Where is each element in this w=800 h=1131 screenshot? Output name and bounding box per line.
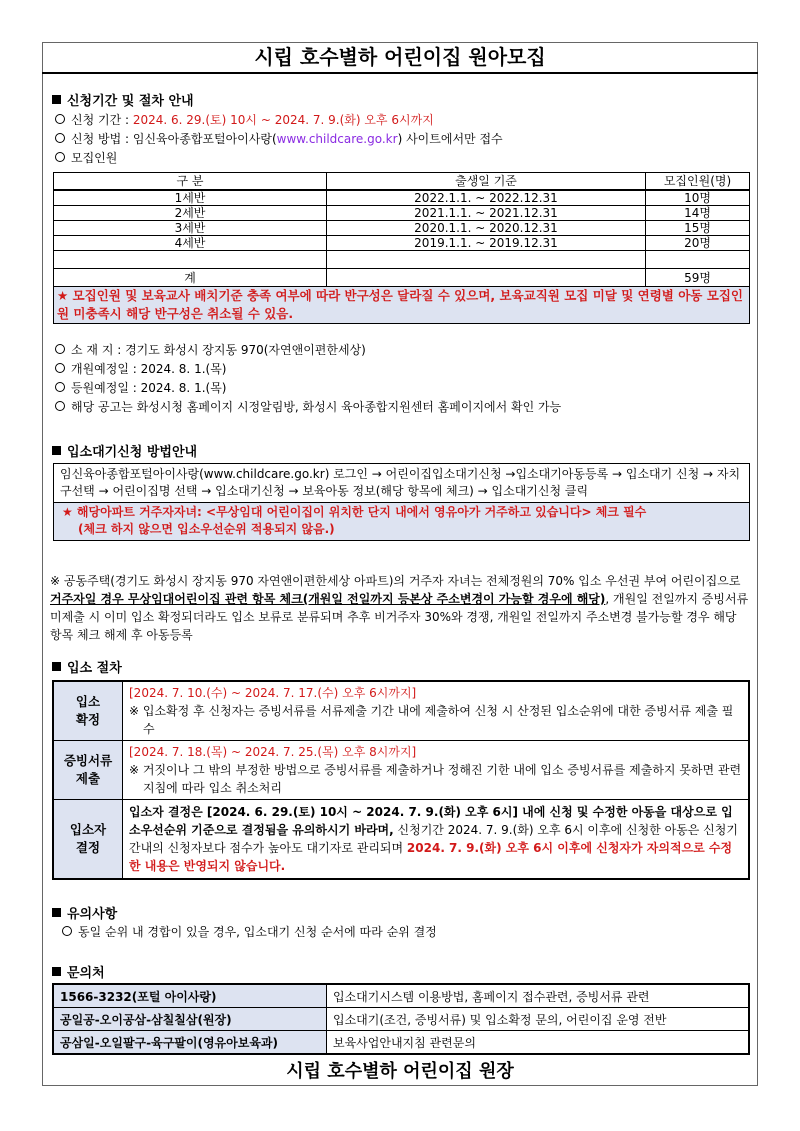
childcare-link[interactable]: www.childcare.go.kr	[276, 132, 398, 146]
square-bullet-icon	[52, 95, 61, 104]
housing-priority-note: ※ 공동주택(경기도 화성시 장지동 970 자연앤이편한세상 아파트)의 거주자 자녀는 전체정원의 70% 입소 우선권 부여 어린이집으로 거주자일 경우 무상임대어린이집 관련 항목 체크(개원일 전일까지 등본상 주소변경이 가능할 경우에 해당), 개원일 전일까지 증빙서류 미제출 시 이미 입소 확정되더라도 입소 보류로 분류되며 추후 비거주자 30%와 경쟁, 개원일 전일까지 주소변경 불가능할 경우 해당 항목 체크 해제 후 아동등록	[50, 574, 749, 642]
apartment-notice: ★ 해당아파트 거주자자녀: <무상임대 어린이집이 위치한 단지 내에서 영유아가 거주하고 있습니다> 체크 필수 (체크 하지 않으면 입소우선순위 적용되지 않음.)	[54, 502, 749, 540]
table-row: 증빙서류 제출 [2024. 7. 18.(목) ~ 2024. 7. 25.(목) 오후 8시까지] ※ 거짓이나 그 밖의 부정한 방법으로 증빙서류를 제출하거나 정해진 기한 내에 입소 증빙서류를 제출하지 못하면 관련 지침에 따라 입소 취소처리	[53, 741, 749, 800]
table-row: 입소자 결정 입소자 결정은 [2024. 6. 29.(토) 10시 ~ 2024. 7. 9.(화) 오후 6시] 내에 신청 및 수정한 아동을 대상으로 입소우선순위 기준으로 결정됨을 유의하시기 바라며, 신청기간 2024. 7. 9.(화) 오후 6시 이후에 신청한 아동은 신청기간내의 신청자보다 점수가 높아도 대기자로 관리되며 2024. 7. 9.(화) 오후 6시 이후에 신청자가 자의적으로 수정한 내용은 반영되지 않습니다.	[53, 800, 749, 880]
square-bullet-icon	[52, 967, 61, 976]
info-line-attend-date: 등원예정일 : 2024. 8. 1.(목)	[55, 379, 226, 396]
circle-bullet-icon	[55, 363, 65, 373]
section-heading-contact: 문의처	[52, 962, 105, 981]
section-heading-procedure: 입소 절차	[52, 657, 122, 676]
table-row: 공삼일-오일팔구-육구팔이(영유아보육과) 보육사업안내지침 관련문의	[53, 1031, 749, 1055]
info-line-address: 소 재 지 : 경기도 화성시 장지동 970(자연앤이편한세상)	[55, 341, 366, 358]
section-heading-waitlist: 입소대기신청 방법안내	[52, 441, 197, 460]
circle-bullet-icon	[55, 133, 65, 143]
section-heading-schedule: 신청기간 및 절차 안내	[52, 90, 194, 109]
info-line-notice: 해당 공고는 화성시청 홈페이지 시정알림방, 화성시 육아종합지원센터 홈페이지에서 확인 가능	[55, 398, 561, 415]
procedure-table	[52, 680, 750, 880]
method-line: 신청 방법 : 임신육아종합포털아이사랑(www.childcare.go.kr) 사이트에서만 접수	[55, 130, 503, 147]
table-row: 3세반 2020.1.1. ~ 2020.12.31 15명	[54, 221, 750, 236]
contact-table	[52, 983, 750, 1055]
table-total-row: 계 59명	[54, 269, 750, 287]
waitlist-steps-box	[53, 463, 750, 541]
recruit-table	[53, 172, 750, 324]
circle-bullet-icon	[55, 401, 65, 411]
caution-line: 동일 순위 내 경합이 있을 경우, 입소대기 신청 순서에 따라 순위 결정	[62, 923, 437, 940]
page-title: 시립 호수별하 어린이집 원아모집	[42, 42, 758, 74]
table-note-row	[54, 287, 750, 324]
footer-signature: 시립 호수별하 어린이집 원장	[286, 1061, 514, 1082]
period-value: 2024. 6. 29.(토) 10시 ~ 2024. 7. 9.(화) 오후 6시까지	[132, 113, 434, 127]
table-header-row: 구 분 출생일 기준 모집인원(명)	[54, 173, 750, 191]
square-bullet-icon	[52, 662, 61, 671]
table-row: 입소 확정 [2024. 7. 10.(수) ~ 2024. 7. 17.(수) 오후 6시까지] ※ 입소확정 후 신청자는 증빙서류를 서류제출 기간 내에 제출하여 신청 시 산정된 입소순위에 대한 증빙서류 제출 필수	[53, 681, 749, 741]
recruit-note: ★ 모집인원 및 보육교사 배치기준 충족 여부에 따라 반구성은 달라질 수 있으며, 보육교직원 모집 미달 및 연령별 아동 모집인원 미충족시 해당 반구성은 취소될 수 있음.	[54, 287, 750, 324]
table-row: 공일공-오이공삼-삼칠칠삼(원장) 입소대기(조건, 증빙서류) 및 입소확정 문의, 어린이집 운영 전반	[53, 1008, 749, 1031]
table-row: 1566-3232(포털 아이사랑) 입소대기시스템 이용방법, 홈페이지 접수관련, 증빙서류 관련	[53, 984, 749, 1008]
circle-bullet-icon	[55, 152, 65, 162]
table-row: 2세반 2021.1.1. ~ 2021.12.31 14명	[54, 206, 750, 221]
square-bullet-icon	[52, 446, 61, 455]
info-line-open-date: 개원예정일 : 2024. 8. 1.(목)	[55, 360, 226, 377]
table-row: 4세반 2019.1.1. ~ 2019.12.31 20명	[54, 236, 750, 251]
table-row: 1세반 2022.1.1. ~ 2022.12.31 10명	[54, 190, 750, 206]
circle-bullet-icon	[55, 382, 65, 392]
circle-bullet-icon	[55, 114, 65, 124]
period-line: 신청 기간 : 2024. 6. 29.(토) 10시 ~ 2024. 7. 9.(화) 오후 6시까지	[55, 111, 434, 128]
circle-bullet-icon	[62, 926, 72, 936]
table-row-empty	[54, 251, 750, 269]
circle-bullet-icon	[55, 344, 65, 354]
recruit-line: 모집인원	[55, 149, 117, 166]
square-bullet-icon	[52, 908, 61, 917]
waitlist-steps: 임신육아종합포털아이사랑(www.childcare.go.kr) 로그인 → 어린이집입소대기신청 →입소대기아동등록 → 입소대기 신청 → 자치구선택 → 어린이집명 선택 → 입소대기신청 → 보육아동 정보(해당 항목에 체크) → 입소대기신청 클릭	[60, 467, 741, 498]
section-heading-cautions: 유의사항	[52, 903, 117, 922]
